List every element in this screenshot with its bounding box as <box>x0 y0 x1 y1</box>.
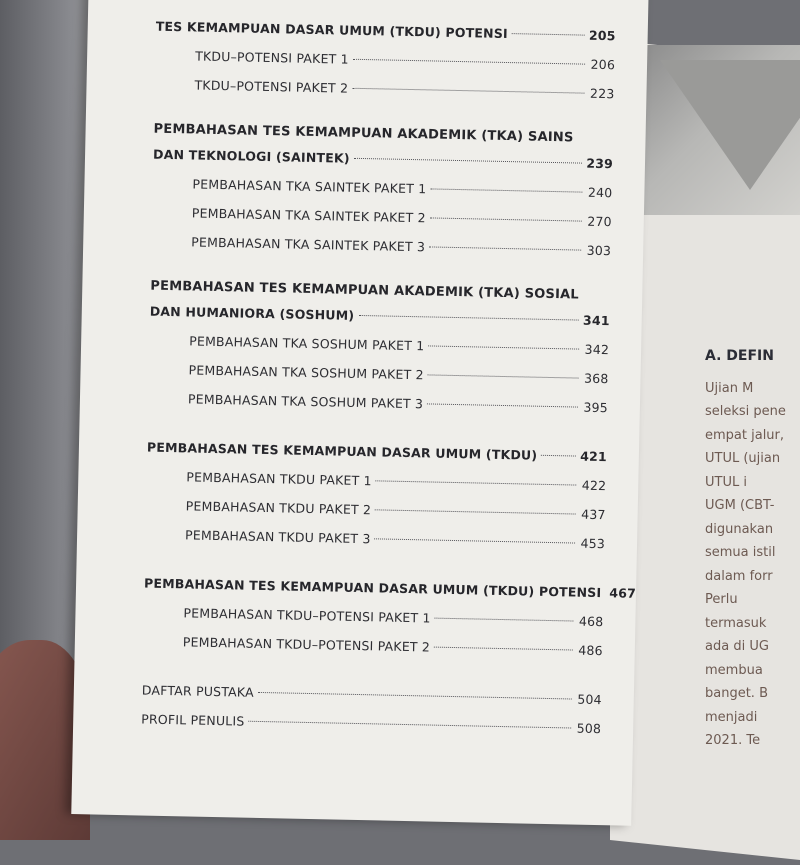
right-page-line: menjadi <box>705 706 800 730</box>
toc-page-number: 239 <box>586 149 613 179</box>
toc-page-number: 240 <box>586 178 613 208</box>
toc-entry-label: TKDU–POTENSI PAKET 1 <box>195 41 349 73</box>
right-page-line: digunakan <box>705 518 800 542</box>
right-page-line: empat jalur, <box>705 424 800 448</box>
toc-entry-label: PEMBAHASAN TKDU PAKET 1 <box>186 462 372 495</box>
dot-leader <box>248 721 571 729</box>
toc-entry-label: PEMBAHASAN TKA SAINTEK PAKET 3 <box>191 227 425 261</box>
right-page-line: UTUL (ujian <box>705 447 800 471</box>
dot-leader <box>358 315 579 321</box>
toc-entry-label: PEMBAHASAN TKDU–POTENSI PAKET 1 <box>183 598 431 632</box>
right-page-line: membua <box>705 659 800 683</box>
right-page-line: Perlu <box>705 588 800 612</box>
right-page-line: UTUL i <box>705 471 800 495</box>
section-heading: PEMBAHASAN TES KEMAMPUAN AKADEMIK (TKA) SAINS <box>153 119 613 150</box>
toc-entry-label: PEMBAHASAN TKA SAINTEK PAKET 1 <box>192 169 426 203</box>
dot-leader <box>376 480 577 485</box>
dot-leader <box>375 509 576 514</box>
dot-leader <box>430 188 582 192</box>
toc-page-number: 368 <box>582 364 609 394</box>
toc-page-number: 395 <box>582 393 609 423</box>
toc-entry-label: PEMBAHASAN TKA SOSHUM PAKET 1 <box>189 326 425 360</box>
toc-entry-label: DAN TEKNOLOGI (SAINTEK) <box>153 140 350 173</box>
toc-page-number: 508 <box>575 714 602 744</box>
dot-leader <box>428 374 579 378</box>
toc-entry-label: PEMBAHASAN TKA SAINTEK PAKET 2 <box>192 198 426 232</box>
toc-page-number: 504 <box>575 685 602 715</box>
toc-entry-label: PEMBAHASAN TES KEMAMPUAN DASAR UMUM (TKDU) POTENSI <box>144 569 602 608</box>
dot-leader <box>375 538 576 543</box>
dot-leader <box>434 647 573 651</box>
toc-entry-label: PEMBAHASAN TKA SOSHUM PAKET 3 <box>188 384 424 418</box>
toc-page-number: 453 <box>579 529 606 559</box>
right-page-line: 2021. Te <box>705 729 800 753</box>
right-page-line: banget. B <box>705 682 800 706</box>
table-of-contents <box>141 12 616 743</box>
toc-entry-label: PROFIL PENULIS <box>141 704 245 735</box>
dot-leader <box>430 217 582 221</box>
toc-page-number: 422 <box>580 471 607 501</box>
right-page-heading: A. DEFIN <box>705 345 800 369</box>
toc-entry-label: PEMBAHASAN TKDU PAKET 2 <box>185 491 371 524</box>
toc-entry-label: TES KEMAMPUAN DASAR UMUM (TKDU) POTENSI <box>155 12 508 48</box>
toc-page-number: 421 <box>580 442 607 472</box>
toc-entry-label: PEMBAHASAN TKDU PAKET 3 <box>185 520 371 553</box>
right-page-line: ada di UG <box>705 635 800 659</box>
toc-page-number: 206 <box>589 50 616 80</box>
right-page-line: Ujian M <box>705 377 800 401</box>
right-page-text <box>705 345 800 753</box>
toc-entry-label: PEMBAHASAN TKA SOSHUM PAKET 2 <box>188 355 424 389</box>
toc-page-number: 468 <box>577 607 604 637</box>
right-page-line: seleksi pene <box>705 400 800 424</box>
dot-leader <box>429 246 581 250</box>
right-page-line: dalam forr <box>705 565 800 589</box>
toc-page-number: 437 <box>579 500 606 530</box>
toc-entry-label: DAN HUMANIORA (SOSHUM) <box>150 297 355 330</box>
toc-page-number: 341 <box>583 306 610 336</box>
dot-leader <box>541 455 576 457</box>
dot-leader <box>427 403 578 407</box>
section-heading: PEMBAHASAN TES KEMAMPUAN AKADEMIK (TKA) SOSIAL <box>150 276 610 307</box>
toc-page-number: 270 <box>585 207 612 237</box>
toc-entry-label: TKDU–POTENSI PAKET 2 <box>194 70 348 102</box>
book-page <box>71 0 648 826</box>
right-page-line: termasuk <box>705 612 800 636</box>
toc-entry-label: DAFTAR PUSTAKA <box>142 675 255 706</box>
right-page-line: UGM (CBT- <box>705 494 800 518</box>
toc-entry-label: PEMBAHASAN TKDU–POTENSI PAKET 2 <box>183 627 431 661</box>
toc-page-number: 342 <box>583 335 610 365</box>
right-page-triangle-decoration <box>660 60 800 190</box>
dot-leader <box>352 88 584 94</box>
dot-leader <box>435 618 574 622</box>
dot-leader <box>258 692 572 700</box>
toc-page-number: 303 <box>585 236 612 266</box>
toc-page-number: 205 <box>589 21 616 51</box>
right-page-line: semua istil <box>705 541 800 565</box>
toc-page-number: 486 <box>577 636 604 666</box>
toc-page-number: 223 <box>588 79 615 109</box>
dot-leader <box>354 158 583 164</box>
dot-leader <box>353 59 585 65</box>
dot-leader <box>428 345 579 349</box>
toc-entry-label: PEMBAHASAN TES KEMAMPUAN DASAR UMUM (TKDU) <box>147 433 538 470</box>
dot-leader <box>512 33 585 36</box>
toc-page-number: 467 <box>609 578 636 608</box>
